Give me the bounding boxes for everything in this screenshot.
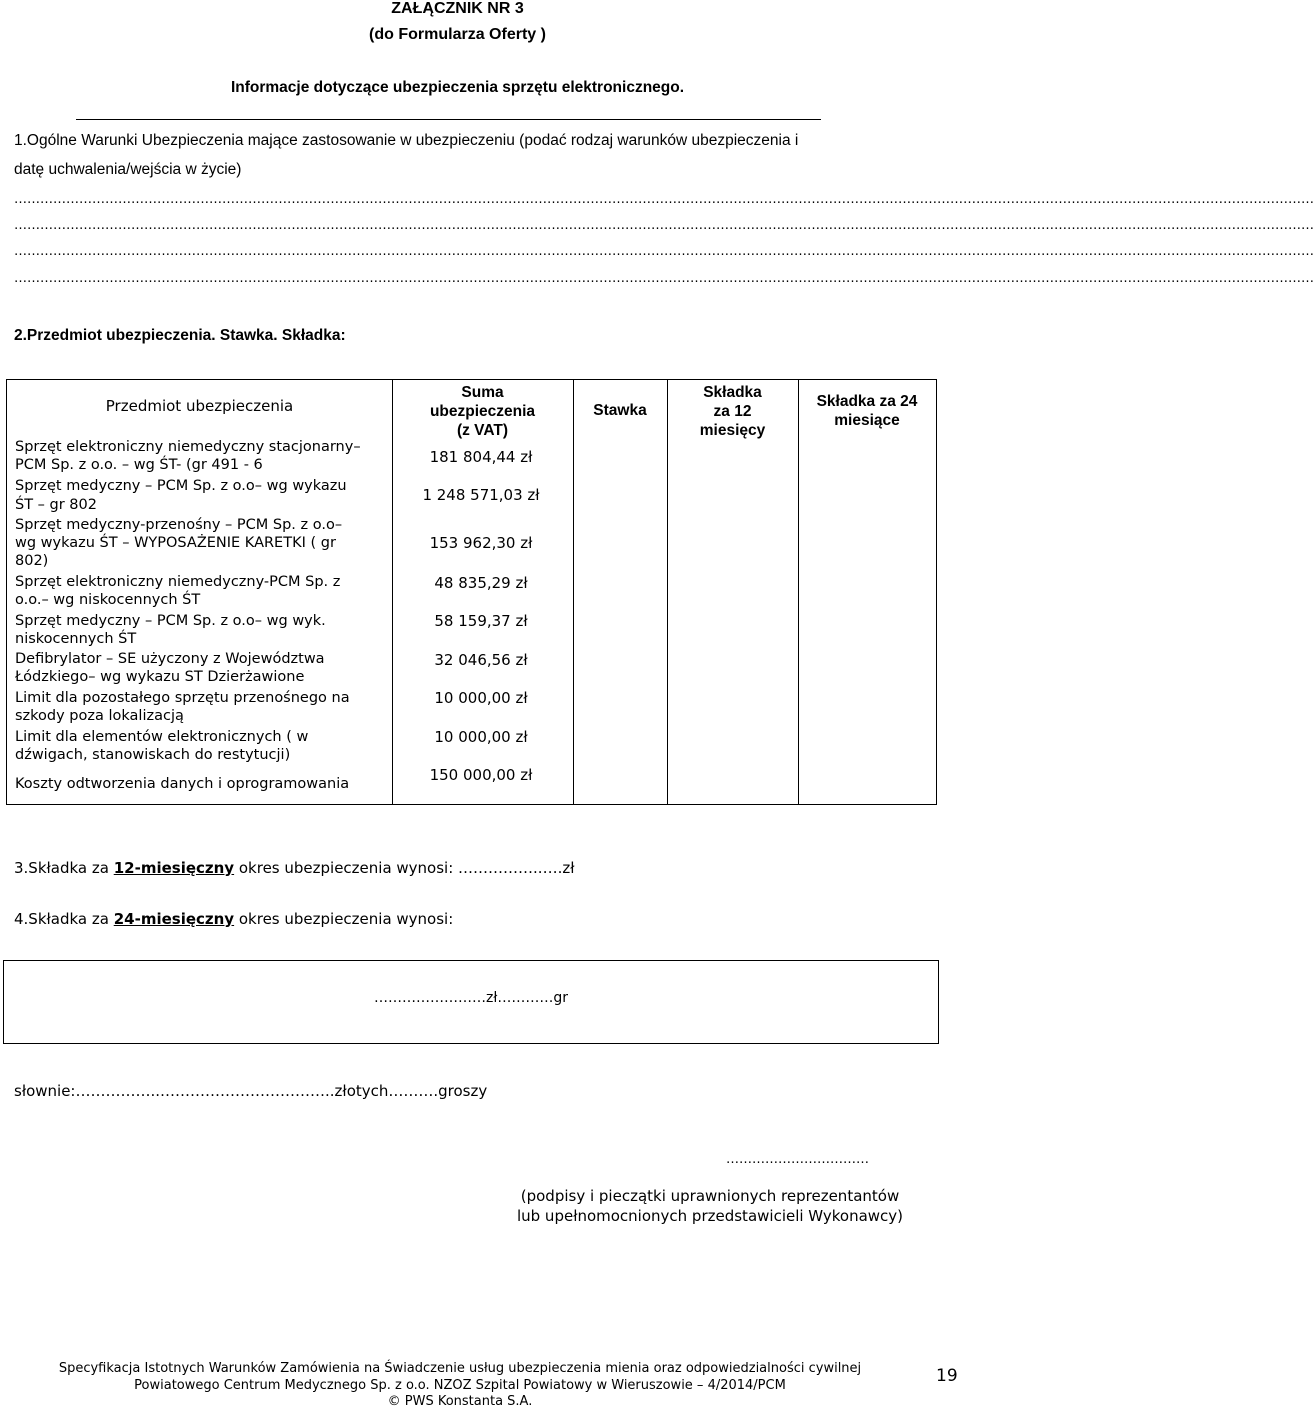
annex-title: ZAŁĄCZNIK NR 3 [391, 0, 524, 17]
section3-period: 12-miesięczny [113, 859, 235, 877]
header-premium-24-line: miesiące [834, 412, 900, 429]
signature-dotted-line[interactable]: …………………………… [726, 1152, 869, 1167]
header-premium-12 [667, 383, 798, 440]
page-number: 19 [936, 1366, 958, 1386]
row-sum: 10 000,00 zł [434, 728, 528, 746]
signature-caption-2: lub upełnomocnionych przedstawicieli Wykonawcy) [516, 1207, 904, 1225]
row-subject: o.o.– wg niskocennych ŚT [15, 592, 201, 608]
header-premium-12-line: za 12 [713, 403, 752, 420]
section2-title: 2.Przedmiot ubezpieczenia. Stawka. Składka: [14, 327, 346, 344]
answer-dotted-line[interactable]: ………………………………………………………………………………………………………………………………………………………………………………………………………………………………………………………………………… [14, 218, 1314, 233]
footer-line-1: Specyfikacja Istotnych Warunków Zamówienia na Świadczenie usług ubezpieczenia mienia oraz odpowiedzialności cywilnej [58, 1361, 862, 1376]
answer-dotted-line[interactable]: ………………………………………………………………………………………………………………………………………………………………………………………………………………………………………………………………………… [14, 244, 1314, 259]
row-sum: 1 248 571,03 zł [422, 486, 540, 504]
header-subject: Przedmiot ubezpieczenia [105, 397, 294, 415]
info-title: Informacje dotyczące ubezpieczenia sprzętu elektronicznego. [230, 79, 685, 96]
signature-caption-1: (podpisy i pieczątki uprawnionych reprezentantów [520, 1187, 900, 1205]
section4-suffix: okres ubezpieczenia wynosi: [234, 910, 454, 928]
insurance-table [6, 379, 937, 805]
amount-in-words[interactable]: słownie:……………..……………………………..złotych……….groszy [14, 1082, 488, 1100]
row-subject: Sprzęt elektroniczny niemedyczny-PCM Sp. z [15, 574, 341, 590]
row-subject: Koszty odtworzenia danych i oprogramowania [15, 776, 350, 792]
header-rate: Stawka [593, 402, 647, 419]
section4-line [14, 910, 453, 928]
header-premium-24-line: Składka za 24 [816, 393, 918, 410]
premium-24-box[interactable] [3, 960, 939, 1044]
row-subject: Sprzęt medyczny-przenośny – PCM Sp. z o.o– [15, 517, 343, 533]
row-sum: 150 000,00 zł [429, 766, 533, 784]
row-subject: Sprzęt medyczny – PCM Sp. z o.o– wg wyk. [15, 613, 326, 629]
header-sum [392, 383, 573, 440]
header-rule [76, 119, 821, 120]
section3-line [14, 859, 574, 877]
row-subject: 802) [15, 553, 49, 569]
row-subject: Limit dla elementów elektronicznych ( w [15, 729, 309, 745]
row-subject: PCM Sp. z o.o. – wg ŚT- (gr 491 - 6 [15, 457, 263, 473]
premium-24-amount[interactable]: ……………………zł…………gr [374, 990, 568, 1006]
section3-prefix: 3.Składka za [14, 859, 114, 877]
section4-period: 24-miesięczny [113, 910, 235, 928]
section3-suffix[interactable]: okres ubezpieczenia wynosi: ……………..….zł [234, 859, 575, 877]
row-subject: dźwigach, stanowiskach do restytucji) [15, 747, 291, 763]
annex-subtitle: (do Formularza Oferty ) [369, 26, 546, 43]
header-premium-12-line: miesięcy [699, 422, 766, 439]
header-premium-24 [798, 392, 936, 430]
section1-line2: datę uchwalenia/wejścia w życie) [14, 161, 242, 178]
row-sum: 32 046,56 zł [434, 651, 528, 669]
row-subject: niskocennych ŚT [15, 631, 137, 647]
header-sum-line: (z VAT) [456, 422, 509, 439]
row-sum: 48 835,29 zł [434, 574, 528, 592]
row-sum: 153 962,30 zł [429, 534, 533, 552]
column-divider [798, 380, 799, 804]
header-premium-12-line: Składka [703, 384, 762, 401]
row-subject: ŚT – gr 802 [15, 497, 97, 513]
row-sum: 58 159,37 zł [434, 612, 528, 630]
answer-dotted-line[interactable]: ………………………………………………………………………………………………………………………………………………………………………………………………………………………………………………………………………… [14, 192, 1314, 207]
section4-prefix: 4.Składka za [14, 910, 114, 928]
row-subject: wg wykazu ŚT – WYPOSAŻENIE KARETKI ( gr [15, 535, 336, 551]
answer-dotted-line[interactable]: ………………………………………………………………………………………………………………………………………………………………………………………………………………………………………………………………………… [14, 271, 1314, 286]
row-sum: 10 000,00 zł [434, 689, 528, 707]
column-divider [667, 380, 668, 804]
column-divider [573, 380, 574, 804]
row-subject: szkody poza lokalizacją [15, 708, 184, 724]
header-sum-line: Suma [461, 384, 504, 401]
row-sum: 181 804,44 zł [429, 448, 533, 466]
row-subject: Defibrylator – SE użyczony z Województwa [15, 651, 325, 667]
row-subject: Sprzęt medyczny – PCM Sp. z o.o– wg wykazu [15, 478, 347, 494]
header-sum-line: ubezpieczenia [429, 403, 536, 420]
row-subject: Łódzkiego– wg wykazu ST Dzierżawione [15, 669, 305, 685]
footer-line-3: © PWS Konstanta S.A. [387, 1394, 533, 1409]
footer-line-2: Powiatowego Centrum Medycznego Sp. z o.o. NZOZ Szpital Powiatowy w Wieruszowie – 4/2014/PCM [134, 1378, 786, 1393]
row-subject: Sprzęt elektroniczny niemedyczny stacjonarny– [15, 439, 361, 455]
section1-line1: 1.Ogólne Warunki Ubezpieczenia mające zastosowanie w ubezpieczeniu (podać rodzaj warunków ubezpieczenia i [14, 132, 799, 149]
row-subject: Limit dla pozostałego sprzętu przenośnego na [15, 690, 350, 706]
